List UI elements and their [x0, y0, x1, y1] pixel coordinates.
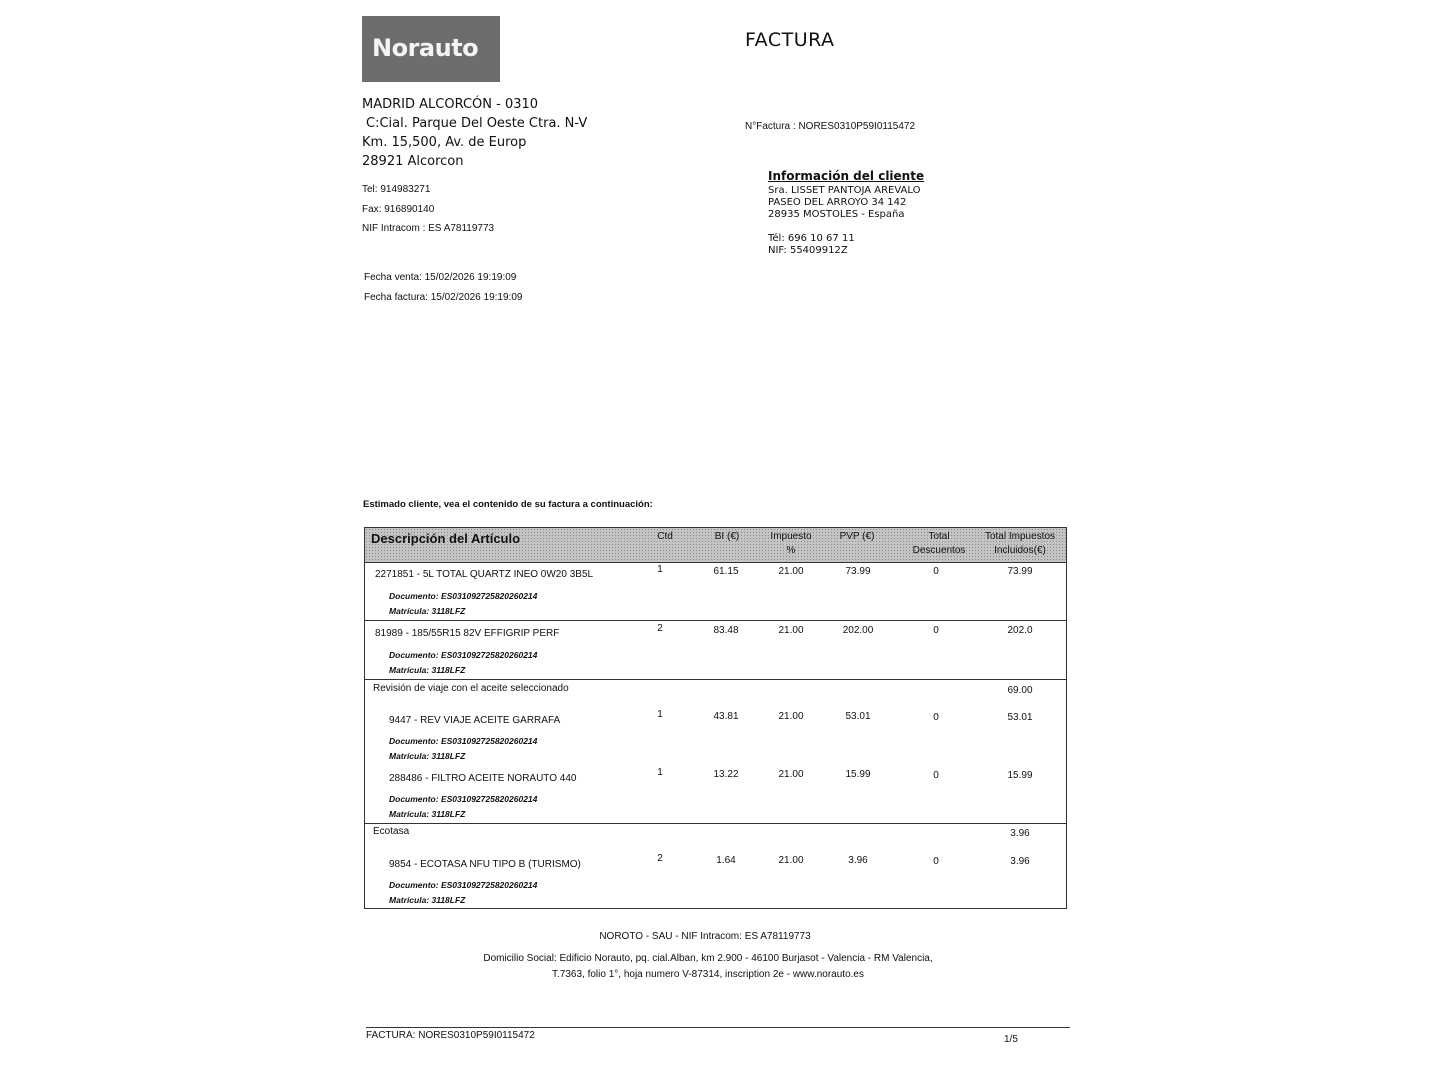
client-address: PASEO DEL ARROYO 34 142: [768, 197, 907, 208]
store-line: 28921 Alcorcon: [362, 154, 464, 169]
item-ctd: 2: [657, 623, 663, 634]
item-bi: 43.81: [713, 711, 739, 722]
item-pvp: 73.99: [845, 566, 871, 577]
item-plate: Matrícula: 3118LFZ: [389, 606, 466, 616]
item-document: Documento: ES031092725820260214: [389, 591, 538, 601]
item-plate: Matrícula: 3118LFZ: [389, 665, 466, 675]
item-ctd: 1: [657, 564, 663, 575]
footer-invoice-number: FACTURA: NORES0310P59I0115472: [366, 1030, 535, 1041]
item-document: Documento: ES031092725820260214: [389, 650, 538, 660]
store-fax: Fax: 916890140: [362, 203, 435, 215]
client-tel: Tél: 696 10 67 11: [768, 233, 855, 244]
invoice-dates: [364, 268, 522, 307]
item-description: 9447 - REV VIAJE ACEITE GARRAFA: [389, 715, 561, 726]
registered-office-line: Domicilio Social: Edificio Norauto, pq. cial.Alban, km 2.900 - 46100 Burjasot - Valencia - RM Valencia,: [483, 953, 933, 964]
item-total: 15.99: [1007, 770, 1033, 781]
item-impuesto: 21.00: [778, 625, 804, 636]
sale-date: Fecha venta: 15/02/2026 19:19:09: [364, 272, 517, 283]
item-ctd: 1: [657, 709, 663, 720]
client-name: Sra. LISSET PANTOJA AREVALO: [768, 185, 921, 196]
item-impuesto: 21.00: [778, 855, 804, 866]
item-discount: 0: [933, 770, 939, 781]
store-address: [362, 95, 587, 171]
header-impuesto: Impuesto %: [770, 531, 812, 556]
item-total: 73.99: [1007, 566, 1033, 577]
item-discount: 0: [933, 566, 939, 577]
item-description: 288486 - FILTRO ACEITE NORAUTO 440: [389, 773, 577, 784]
item-pvp: 3.96: [848, 855, 868, 866]
item-bi: 83.48: [713, 625, 739, 636]
item-total: 53.01: [1007, 712, 1033, 723]
item-bi: 13.22: [713, 769, 739, 780]
header-descuentos: Total Descuentos: [912, 531, 966, 556]
item-bi: 1.64: [716, 855, 736, 866]
item-discount: 0: [933, 856, 939, 867]
header-bi: BI (€): [714, 531, 740, 542]
norauto-logo: [362, 16, 500, 82]
invoice-number: N°Factura : NORES0310P59I0115472: [745, 121, 916, 132]
store-line: MADRID ALCORCÓN - 0310: [362, 97, 539, 112]
registered-office-line: T.7363, folio 1°, hoja numero V-87314, inscription 2e - www.norauto.es: [552, 969, 864, 980]
item-ctd: 2: [657, 853, 663, 864]
item-description: 9854 - ECOTASA NFU TIPO B (TURISMO): [389, 859, 581, 870]
item-total: 3.96: [1010, 856, 1030, 867]
item-document: Documento: ES031092725820260214: [389, 880, 538, 890]
client-info: [768, 169, 924, 257]
header-pvp: PVP (€): [839, 531, 875, 542]
item-bi: 61.15: [713, 566, 739, 577]
page-number: 1/5: [1004, 1034, 1018, 1045]
header-total: Total Impuestos Incluidos(€): [984, 531, 1056, 556]
item-impuesto: 21.00: [778, 711, 804, 722]
items-table: [364, 527, 1067, 909]
footer-divider: [366, 1027, 1070, 1028]
document-title: FACTURA: [745, 29, 835, 51]
table-header: [365, 528, 1066, 563]
group-label: Ecotasa: [373, 826, 410, 837]
item-plate: Matrícula: 3118LFZ: [389, 809, 466, 819]
company-line: NOROTO - SAU - NIF Intracom: ES A78119773: [599, 931, 811, 942]
group-label: Revisión de viaje con el aceite seleccionado: [373, 683, 569, 694]
client-nif: NIF: 55409912Z: [768, 245, 848, 256]
group-total: 69.00: [1007, 685, 1033, 696]
client-heading: Información del cliente: [768, 169, 925, 183]
logo-text: Norauto: [372, 34, 479, 62]
item-discount: 0: [933, 625, 939, 636]
item-document: Documento: ES031092725820260214: [389, 794, 538, 804]
row-divider: [365, 679, 1066, 680]
invoice-date: Fecha factura: 15/02/2026 19:19:09: [364, 291, 523, 303]
item-pvp: 15.99: [845, 769, 871, 780]
item-pvp: 53.01: [845, 711, 871, 722]
item-description: 2271851 - 5L TOTAL QUARTZ INEO 0W20 3B5L: [375, 569, 594, 580]
intro-text: Estimado cliente, vea el contenido de su factura a continuación:: [363, 499, 653, 510]
row-divider: [365, 620, 1066, 621]
store-line: C:Cial. Parque Del Oeste Ctra. N-V: [366, 116, 588, 131]
store-nif: NIF Intracom : ES A78119773: [362, 223, 495, 234]
store-tel: Tel: 914983271: [362, 184, 431, 195]
registered-office: [0, 951, 1416, 983]
client-city: 28935 MOSTOLES - España: [768, 209, 905, 220]
item-total: 202.0: [1007, 625, 1033, 636]
item-discount: 0: [933, 712, 939, 723]
item-ctd: 1: [657, 767, 663, 778]
item-description: 81989 - 185/55R15 82V EFFIGRIP PERF: [375, 628, 560, 639]
item-impuesto: 21.00: [778, 566, 804, 577]
store-contact: [362, 180, 494, 239]
row-divider: [365, 823, 1066, 824]
header-description: Descripción del Artículo: [371, 531, 521, 546]
item-plate: Matrícula: 3118LFZ: [389, 895, 466, 905]
item-plate: Matrícula: 3118LFZ: [389, 751, 466, 761]
group-total: 3.96: [1010, 828, 1030, 839]
item-pvp: 202.00: [842, 625, 874, 636]
header-ctd: Ctd: [657, 531, 673, 542]
item-impuesto: 21.00: [778, 769, 804, 780]
item-document: Documento: ES031092725820260214: [389, 736, 538, 746]
store-line: Km. 15,500, Av. de Europ: [362, 135, 527, 150]
